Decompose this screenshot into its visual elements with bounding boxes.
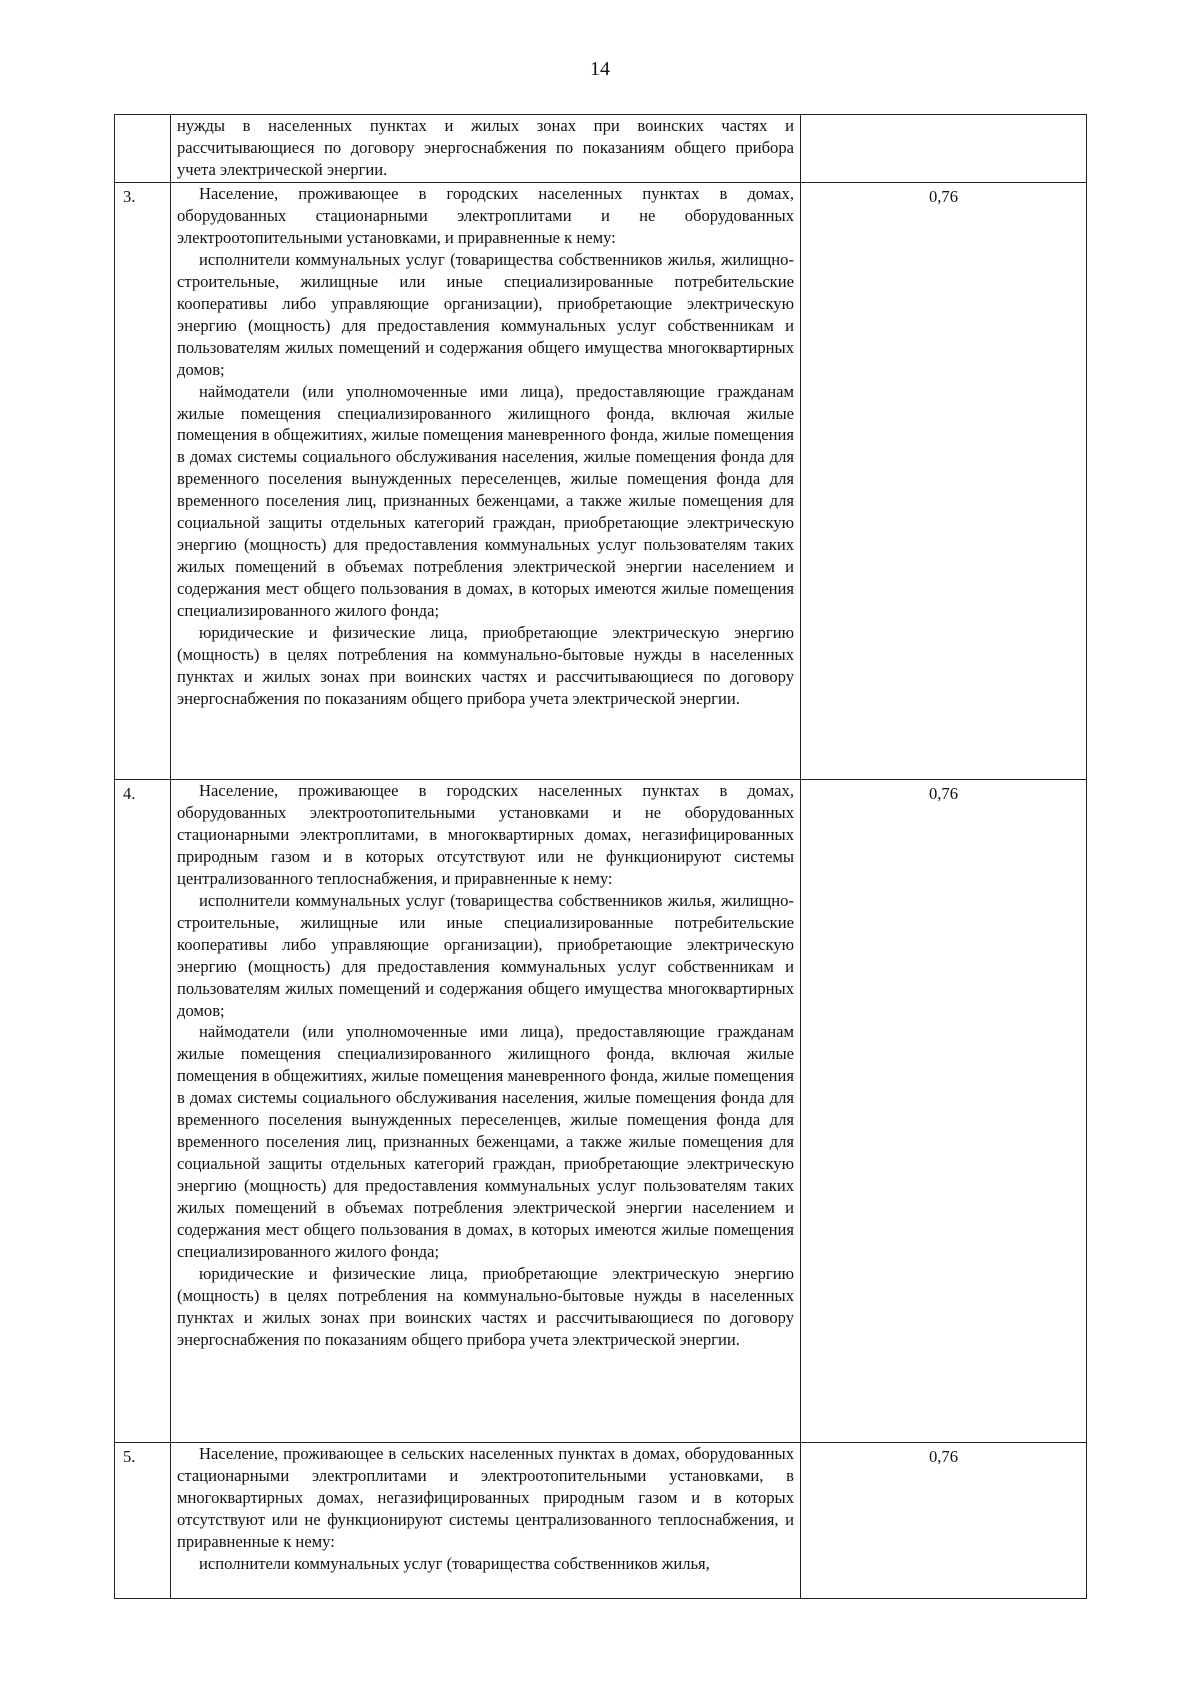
row-value: 0,76 bbox=[801, 183, 1087, 780]
paragraph: Население, проживающее в городских населенных пунктах в домах, оборудованных стационарными электроплитами и не оборудованных электроотопительными установками, и приравненные к нему: bbox=[177, 184, 794, 247]
row-description bbox=[171, 1443, 801, 1599]
paragraph: наймодатели (или уполномоченные ими лица), предоставляющие гражданам жилые помещения специализированного жилищного фонда, включая жилые помещения в общежитиях, жилые помещения маневренного фонда, жилые помещения в домах системы социального обслуживания населения, жилые помещения фонда для временного поселения вынужденных переселенцев, жилые помещения фонда для временного поселения лиц, признанных беженцами, а также жилые помещения для социальной защиты отдельных категорий граждан, приобретающие электрическую энергию (мощность) для предоставления коммунальных услуг пользователям таких жилых помещений в объемах потребления электрической энергии населением и содержания мест общего пользования в домах, в которых имеются жилые помещения специализированного жилого фонда; bbox=[177, 1022, 794, 1262]
table-row bbox=[115, 183, 1087, 780]
row-description bbox=[171, 115, 801, 183]
paragraph: исполнители коммунальных услуг (товарищества собственников жилья, bbox=[199, 1553, 710, 1573]
row-number: 3. bbox=[115, 183, 171, 780]
paragraph: юридические и физические лица, приобретающие электрическую энергию (мощность) в целях потребления на коммунально-бытовые нужды в населенных пунктах и жилых зонах при воинских частях и рассчитывающиеся по договору энергоснабжения по показаниям общего прибора учета электрической энергии. bbox=[177, 623, 794, 708]
table-row bbox=[115, 115, 1087, 183]
paragraph: юридические и физические лица, приобретающие электрическую энергию (мощность) в целях потребления на коммунально-бытовые нужды в населенных пунктах и жилых зонах при воинских частях и рассчитывающиеся по договору энергоснабжения по показаниям общего прибора учета электрической энергии. bbox=[177, 1263, 794, 1349]
row-description bbox=[171, 780, 801, 1443]
paragraph: нужды в населенных пунктах и жилых зонах при воинских частях и рассчитывающиеся по договору энергоснабжения по показаниям общего прибора учета электрической энергии. bbox=[177, 116, 794, 179]
table-row bbox=[115, 1443, 1087, 1599]
row-number: 4. bbox=[115, 780, 171, 1443]
row-description bbox=[171, 183, 801, 780]
row-value: 0,76 bbox=[801, 780, 1087, 1443]
paragraph: Население, проживающее в сельских населенных пунктах в домах, оборудованных стационарными электроплитами и электроотопительными установками, в многоквартирных домах, негазифицированных природным газом и в которых отсутствуют или не функционируют системы централизованного теплоснабжения, и приравненные к нему: bbox=[177, 1444, 794, 1551]
row-value bbox=[801, 115, 1087, 183]
table-row bbox=[115, 780, 1087, 1443]
page-number: 14 bbox=[590, 58, 610, 80]
paragraph: Население, проживающее в городских населенных пунктах в домах, оборудованных электроотопительными установками и не оборудованных стационарными электроплитами, в многоквартирных домах, негазифицированных природным газом и в которых отсутствуют или не функционируют системы централизованного теплоснабжения, и приравненные к нему: bbox=[177, 781, 794, 888]
row-value: 0,76 bbox=[801, 1443, 1087, 1599]
row-number: 5. bbox=[115, 1443, 171, 1599]
tariff-table bbox=[114, 114, 1087, 1599]
paragraph: исполнители коммунальных услуг (товарищества собственников жилья, жилищно-строительные, жилищные или иные специализированные потребительские кооперативы либо управляющие организации), приобретающие электрическую энергию (мощность) для предоставления коммунальных услуг собственникам и пользователям жилых помещений и содержания общего имущества многоквартирных домов; bbox=[177, 890, 794, 1020]
row-number bbox=[115, 115, 171, 183]
paragraph: наймодатели (или уполномоченные ими лица), предоставляющие гражданам жилые помещения специализированного жилищного фонда, включая жилые помещения в общежитиях, жилые помещения маневренного фонда, жилые помещения в домах системы социального обслуживания населения, жилые помещения фонда для временного поселения вынужденных переселенцев, жилые помещения фонда для временного поселения лиц, признанных беженцами, а также жилые помещения для социальной защиты отдельных категорий граждан, приобретающие электрическую энергию (мощность) для предоставления коммунальных услуг пользователям таких жилых помещений в объемах потребления электрической энергии населением и содержания мест общего пользования в домах, в которых имеются жилые помещения специализированного жилого фонда; bbox=[177, 381, 794, 621]
paragraph: исполнители коммунальных услуг (товарищества собственников жилья, жилищно-строительные, жилищные или иные специализированные потребительские кооперативы либо управляющие организации), приобретающие электрическую энергию (мощность) для предоставления коммунальных услуг собственникам и пользователям жилых помещений и содержания общего имущества многоквартирных домов; bbox=[177, 249, 794, 379]
